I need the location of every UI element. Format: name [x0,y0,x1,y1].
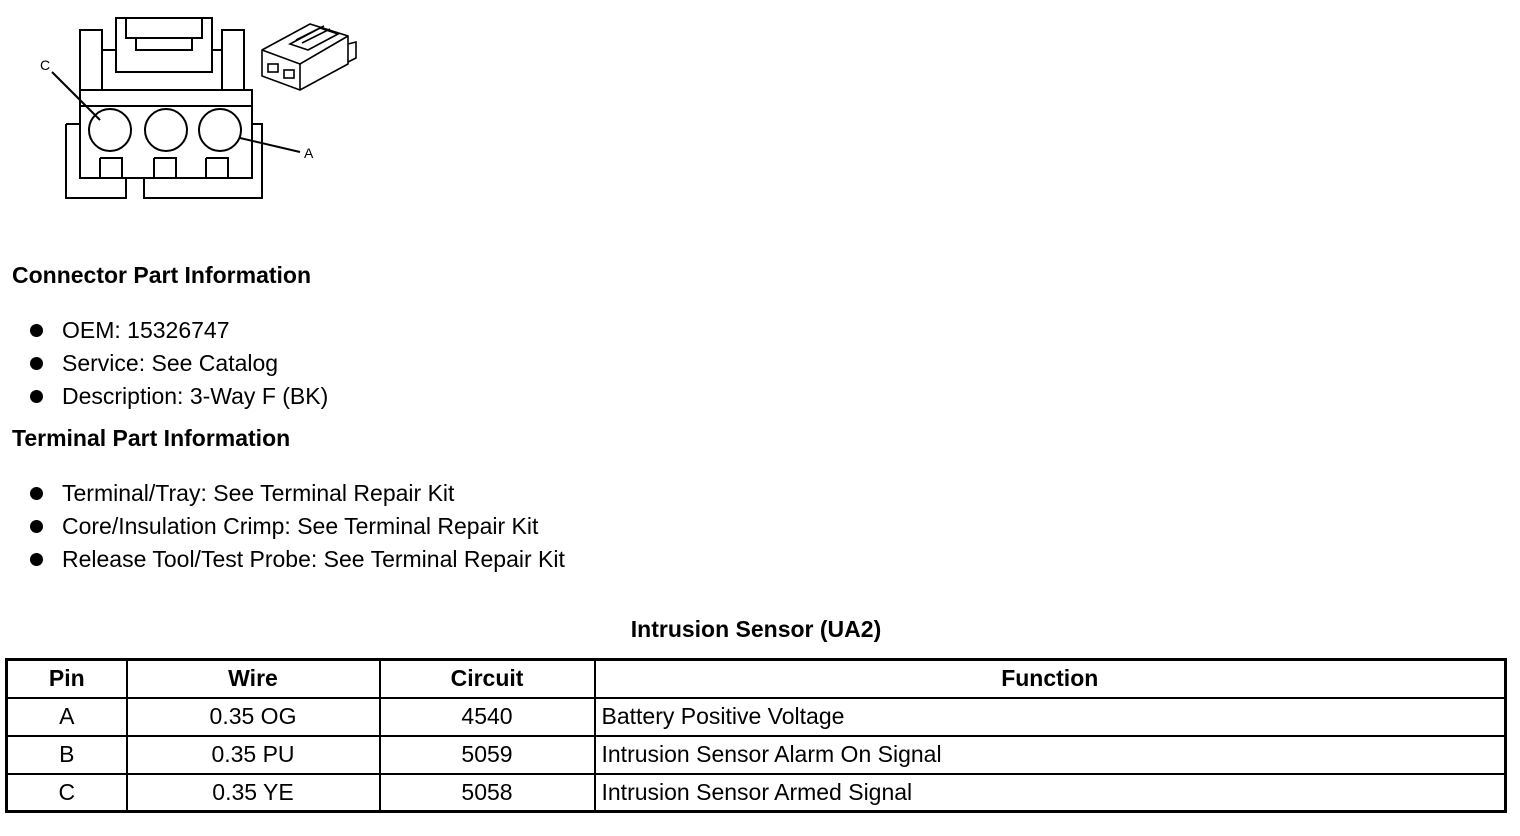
bullet-icon [30,553,43,566]
cell-circuit: 5058 [380,774,595,812]
bullet-icon [30,324,43,337]
list-item [28,477,565,510]
cell-wire: 0.35 OG [127,698,380,736]
cell-pin: A [7,698,127,736]
list-item [28,543,565,576]
pin-table [5,658,1507,813]
cell-function: Intrusion Sensor Alarm On Signal [595,736,1506,774]
bullet-icon [30,390,43,403]
terminal-part-info-heading: Terminal Part Information [12,425,291,451]
list-item [28,314,328,347]
connector-iso-drawing [262,24,356,90]
bullet-icon [30,520,43,533]
connector-diagram [30,10,370,210]
terminal-part-info-list [28,477,565,576]
list-item-text: Terminal/Tray: See Terminal Repair Kit [62,480,455,506]
connector-face-drawing [52,18,300,198]
cell-function: Battery Positive Voltage [595,698,1506,736]
table-header-row [7,660,1506,698]
list-item-text: Release Tool/Test Probe: See Terminal Repair Kit [62,546,565,572]
list-item-text: Service: See Catalog [62,350,279,376]
cell-pin: C [7,774,127,812]
list-item [28,347,328,380]
bullet-icon [30,357,43,370]
column-header-function: Function [595,660,1506,698]
cell-wire: 0.35 PU [127,736,380,774]
cell-pin: B [7,736,127,774]
pin-table-title: Intrusion Sensor (UA2) [630,616,882,642]
list-item-text: Description: 3-Way F (BK) [62,383,329,409]
column-header-pin: Pin [7,660,127,698]
cell-wire: 0.35 YE [127,774,380,812]
list-item-text: OEM: 15326747 [62,317,230,343]
cavity-label-a: A [304,145,314,161]
table-row [7,736,1506,774]
connector-part-info-list [28,314,328,413]
table-row [7,698,1506,736]
column-header-wire: Wire [127,660,380,698]
table-row [7,774,1506,812]
cell-circuit: 5059 [380,736,595,774]
cell-circuit: 4540 [380,698,595,736]
cell-function: Intrusion Sensor Armed Signal [595,774,1506,812]
list-item [28,380,328,413]
list-item [28,510,565,543]
column-header-circuit: Circuit [380,660,595,698]
list-item-text: Core/Insulation Crimp: See Terminal Repair Kit [62,513,539,539]
connector-part-info-heading: Connector Part Information [12,262,312,288]
cavity-label-c: C [40,57,51,73]
bullet-icon [30,487,43,500]
